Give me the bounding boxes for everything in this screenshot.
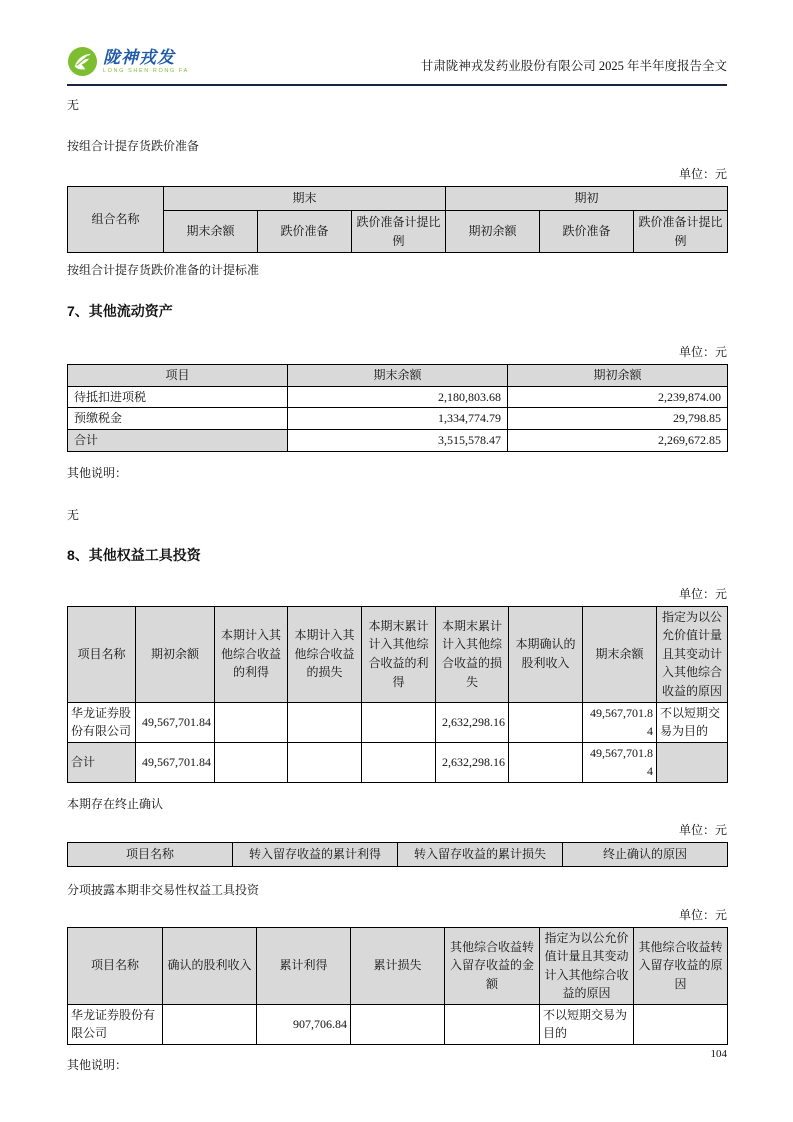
cell-loss-current — [288, 742, 362, 782]
cell-gain-current — [215, 702, 288, 742]
cell-designation-reason — [657, 742, 728, 782]
cell-beginning-balance: 2,239,874.00 — [508, 386, 728, 408]
table-row — [68, 386, 728, 408]
column-header: 期末余额 — [583, 606, 657, 702]
column-header: 跌价准备 — [540, 211, 634, 253]
cell-dividend-income — [509, 742, 583, 782]
cell-beginning-balance: 29,798.85 — [508, 408, 728, 430]
cell-total-label: 合计 — [68, 429, 288, 451]
column-header: 期初余额 — [446, 211, 540, 253]
derecognition-table — [67, 842, 728, 867]
column-header: 期初余额 — [508, 365, 728, 387]
nontrading-caption: 分项披露本期非交易性权益工具投资 — [67, 882, 260, 897]
column-header: 项目名称 — [68, 927, 163, 1004]
logo-text-block — [103, 49, 189, 74]
cell-designation-reason: 不以短期交易为目的 — [657, 702, 728, 742]
other-notes-label: 其他说明： — [67, 465, 128, 480]
cell-cumulative-loss: 2,632,298.16 — [436, 702, 509, 742]
table-header-row — [68, 606, 728, 702]
cell-cumulative-gain — [362, 742, 436, 782]
cell-ending-balance: 1,334,774.79 — [288, 408, 508, 430]
column-header: 转入留存收益的累计利得 — [233, 842, 398, 866]
column-header: 本期计入其他综合收益的利得 — [215, 606, 288, 702]
cell-ending-balance: 49,567,701.84 — [583, 742, 657, 782]
column-header: 指定为以公允价值计量且其变动计入其他综合收益的原因 — [657, 606, 728, 702]
cell-beginning-balance: 49,567,701.84 — [136, 742, 215, 782]
logo-company-name: 陇神戎发 — [103, 48, 175, 67]
column-header: 指定为以公允价值计量且其变动计入其他综合收益的原因 — [540, 927, 634, 1004]
cell-item-name: 预缴税金 — [68, 408, 288, 430]
column-header: 跌价准备计提比例 — [634, 211, 728, 253]
cell-transfer-reason — [634, 1004, 728, 1044]
table-header-row — [68, 187, 728, 211]
column-header: 期末余额 — [164, 211, 258, 253]
section8-heading: 8、其他权益工具投资 — [67, 546, 201, 563]
column-header: 累计损失 — [351, 927, 445, 1004]
table-row — [68, 702, 728, 742]
derecognition-caption: 本期存在终止确认 — [67, 796, 164, 811]
other-notes-label: 其他说明： — [67, 1058, 128, 1073]
none-text: 无 — [67, 98, 80, 112]
unit-label: 单位：元 — [678, 822, 727, 837]
cell-total-label: 合计 — [68, 742, 136, 782]
cell-dividend-income — [163, 1004, 257, 1044]
table-header-row — [68, 927, 728, 1004]
column-group-header: 期初 — [446, 187, 728, 211]
nontrading-equity-table — [67, 927, 728, 1046]
report-title: 甘肃陇神戎发药业股份有限公司 2025 年半年度报告全文 — [420, 59, 727, 73]
column-header: 跌价准备 — [258, 211, 352, 253]
column-header: 本期确认的股利收入 — [509, 606, 583, 702]
column-header: 期初余额 — [136, 606, 215, 702]
unit-label: 单位：元 — [678, 167, 727, 181]
column-header: 期末余额 — [288, 365, 508, 387]
inventory-provision-caption: 按组合计提存货跌价准备 — [67, 139, 200, 153]
none-text: 无 — [67, 507, 80, 522]
column-header: 转入留存收益的累计损失 — [398, 842, 563, 866]
table-total-row — [68, 742, 728, 782]
equity-investment-table — [67, 606, 728, 783]
cell-cumulative-loss: 2,632,298.16 — [436, 742, 509, 782]
cell-item-name: 华龙证券股份有限公司 — [68, 702, 136, 742]
logo-bird-icon — [67, 46, 98, 77]
table-row — [68, 408, 728, 430]
section7-heading: 7、其他流动资产 — [67, 303, 173, 320]
cell-dividend-income — [509, 702, 583, 742]
column-header: 项目名称 — [68, 606, 136, 702]
cell-ending-balance: 49,567,701.84 — [583, 702, 657, 742]
unit-label: 单位：元 — [678, 586, 727, 601]
company-logo — [67, 46, 189, 77]
cell-designation-reason: 不以短期交易为目的 — [540, 1004, 634, 1044]
column-header: 项目名称 — [68, 842, 233, 866]
table-row — [68, 1004, 728, 1044]
unit-label: 单位：元 — [678, 345, 727, 360]
report-header — [67, 0, 727, 86]
page-number: 104 — [710, 1048, 727, 1060]
column-group-header: 期末 — [164, 187, 446, 211]
inventory-provision-table — [67, 186, 728, 253]
column-header: 其他综合收益转入留存收益的原因 — [634, 927, 728, 1004]
logo-company-name-en: LONG SHEN RONG FA — [103, 68, 189, 74]
cell-cumulative-loss — [351, 1004, 445, 1044]
table-header-row — [68, 365, 728, 387]
column-header: 本期末累计计入其他综合收益的损失 — [436, 606, 509, 702]
cell-item-name: 华龙证券股份有限公司 — [68, 1004, 163, 1044]
cell-ending-balance: 2,180,803.68 — [288, 386, 508, 408]
column-header: 确认的股利收入 — [163, 927, 257, 1004]
table-header-row — [68, 842, 728, 866]
cell-gain-current — [215, 742, 288, 782]
column-header: 组合名称 — [68, 187, 164, 253]
column-header: 累计利得 — [257, 927, 351, 1004]
column-header: 本期计入其他综合收益的损失 — [288, 606, 362, 702]
table-subheader-row — [68, 211, 728, 253]
column-header: 跌价准备计提比例 — [352, 211, 446, 253]
column-header: 其他综合收益转入留存收益的金额 — [445, 927, 540, 1004]
cell-cumulative-gain — [362, 702, 436, 742]
cell-oci-transfer-amount — [445, 1004, 540, 1044]
column-header: 本期末累计计入其他综合收益的利得 — [362, 606, 436, 702]
cell-cumulative-gain: 907,706.84 — [257, 1004, 351, 1044]
table-total-row — [68, 429, 728, 451]
unit-label: 单位：元 — [678, 907, 727, 922]
cell-beginning-balance: 49,567,701.84 — [136, 702, 215, 742]
column-header: 项目 — [68, 365, 288, 387]
cell-beginning-balance: 2,269,672.85 — [508, 429, 728, 451]
cell-item-name: 待抵扣进项税 — [68, 386, 288, 408]
column-header: 终止确认的原因 — [563, 842, 728, 866]
cell-ending-balance: 3,515,578.47 — [288, 429, 508, 451]
inventory-provision-standard: 按组合计提存货跌价准备的计提标准 — [67, 263, 260, 278]
cell-loss-current — [288, 702, 362, 742]
other-current-assets-table — [67, 364, 728, 451]
